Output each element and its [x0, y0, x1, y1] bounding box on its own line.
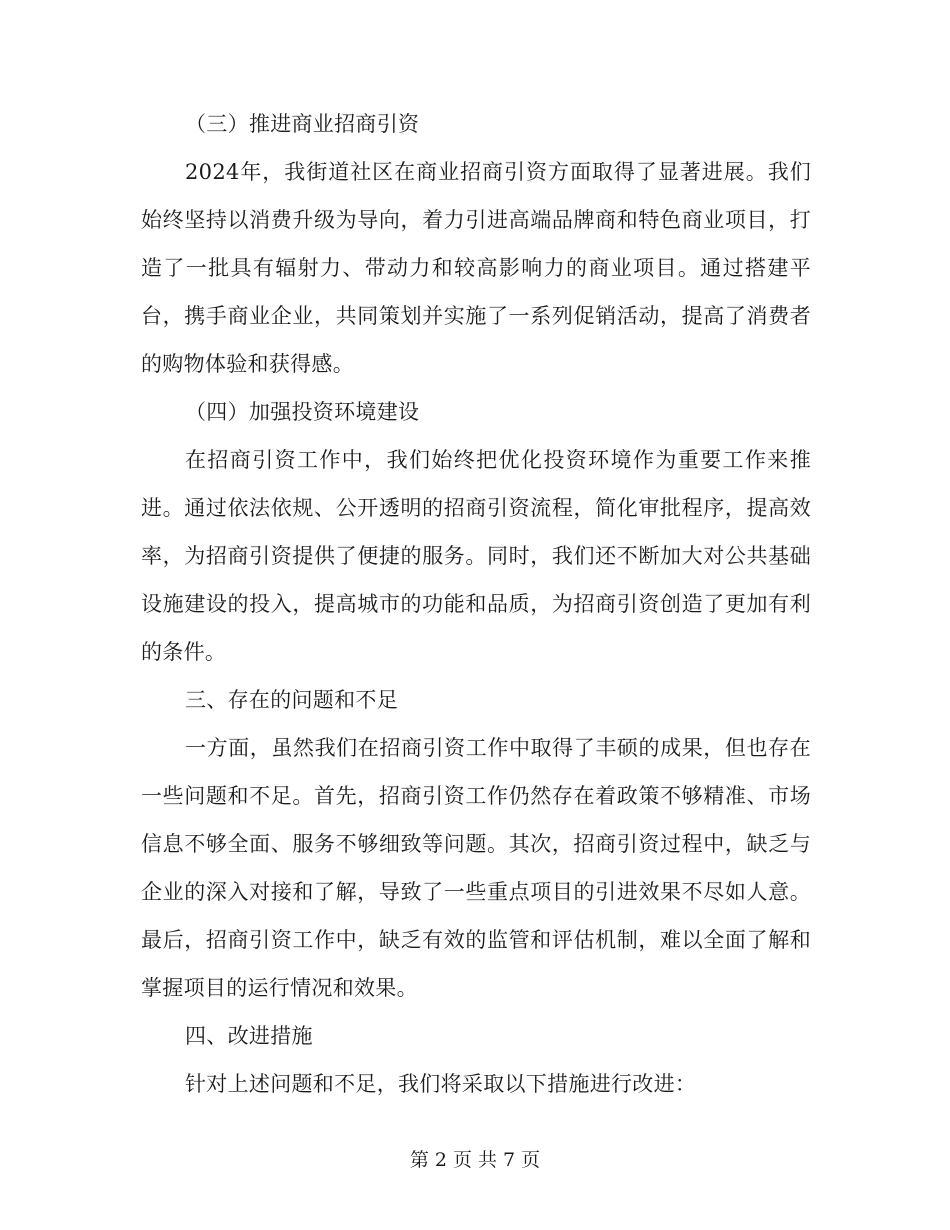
page-number-footer: 第 2 页 共 7 页 — [409, 1149, 541, 1171]
paragraph-commercial-investment: 2024年，我街道社区在商业招商引资方面取得了显著进展。我们始终坚持以消费升级为导向，着力引进高端品牌商和特色商业项目，打造了一批具有辐射力、带动力和较高影响力的商业项目。通过搭建平台，携手商业企业，共同策划并实施了一系列促销活动，提高了消费者的购物体验和获得感。 — [141, 160, 811, 376]
subsection-heading-3: （三）推进商业招商引资 — [185, 112, 420, 136]
document-body — [141, 100, 811, 1108]
paragraph-improvements-intro: 针对上述问题和不足，我们将采取以下措施进行改进： — [185, 1072, 697, 1096]
section-heading-problems: 三、存在的问题和不足 — [185, 688, 398, 712]
subsection-heading-4: （四）加强投资环境建设 — [185, 400, 420, 424]
paragraph-problems: 一方面，虽然我们在招商引资工作中取得了丰硕的成果，但也存在一些问题和不足。首先，招商引资工作仍然存在着政策不够精准、市场信息不够全面、服务不够细致等问题。其次，招商引资过程中，缺乏与企业的深入对接和了解，导致了一些重点项目的引进效果不尽如人意。最后，招商引资工作中，缺乏有效的监管和评估机制，难以全面了解和掌握项目的运行情况和效果。 — [141, 736, 811, 1000]
paragraph-investment-environment: 在招商引资工作中，我们始终把优化投资环境作为重要工作来推进。通过依法依规、公开透明的招商引资流程，简化审批程序，提高效率，为招商引资提供了便捷的服务。同时，我们还不断加大对公共基础设施建设的投入，提高城市的功能和品质，为招商引资创造了更加有利的条件。 — [141, 448, 811, 664]
section-heading-improvements: 四、改进措施 — [185, 1024, 313, 1048]
